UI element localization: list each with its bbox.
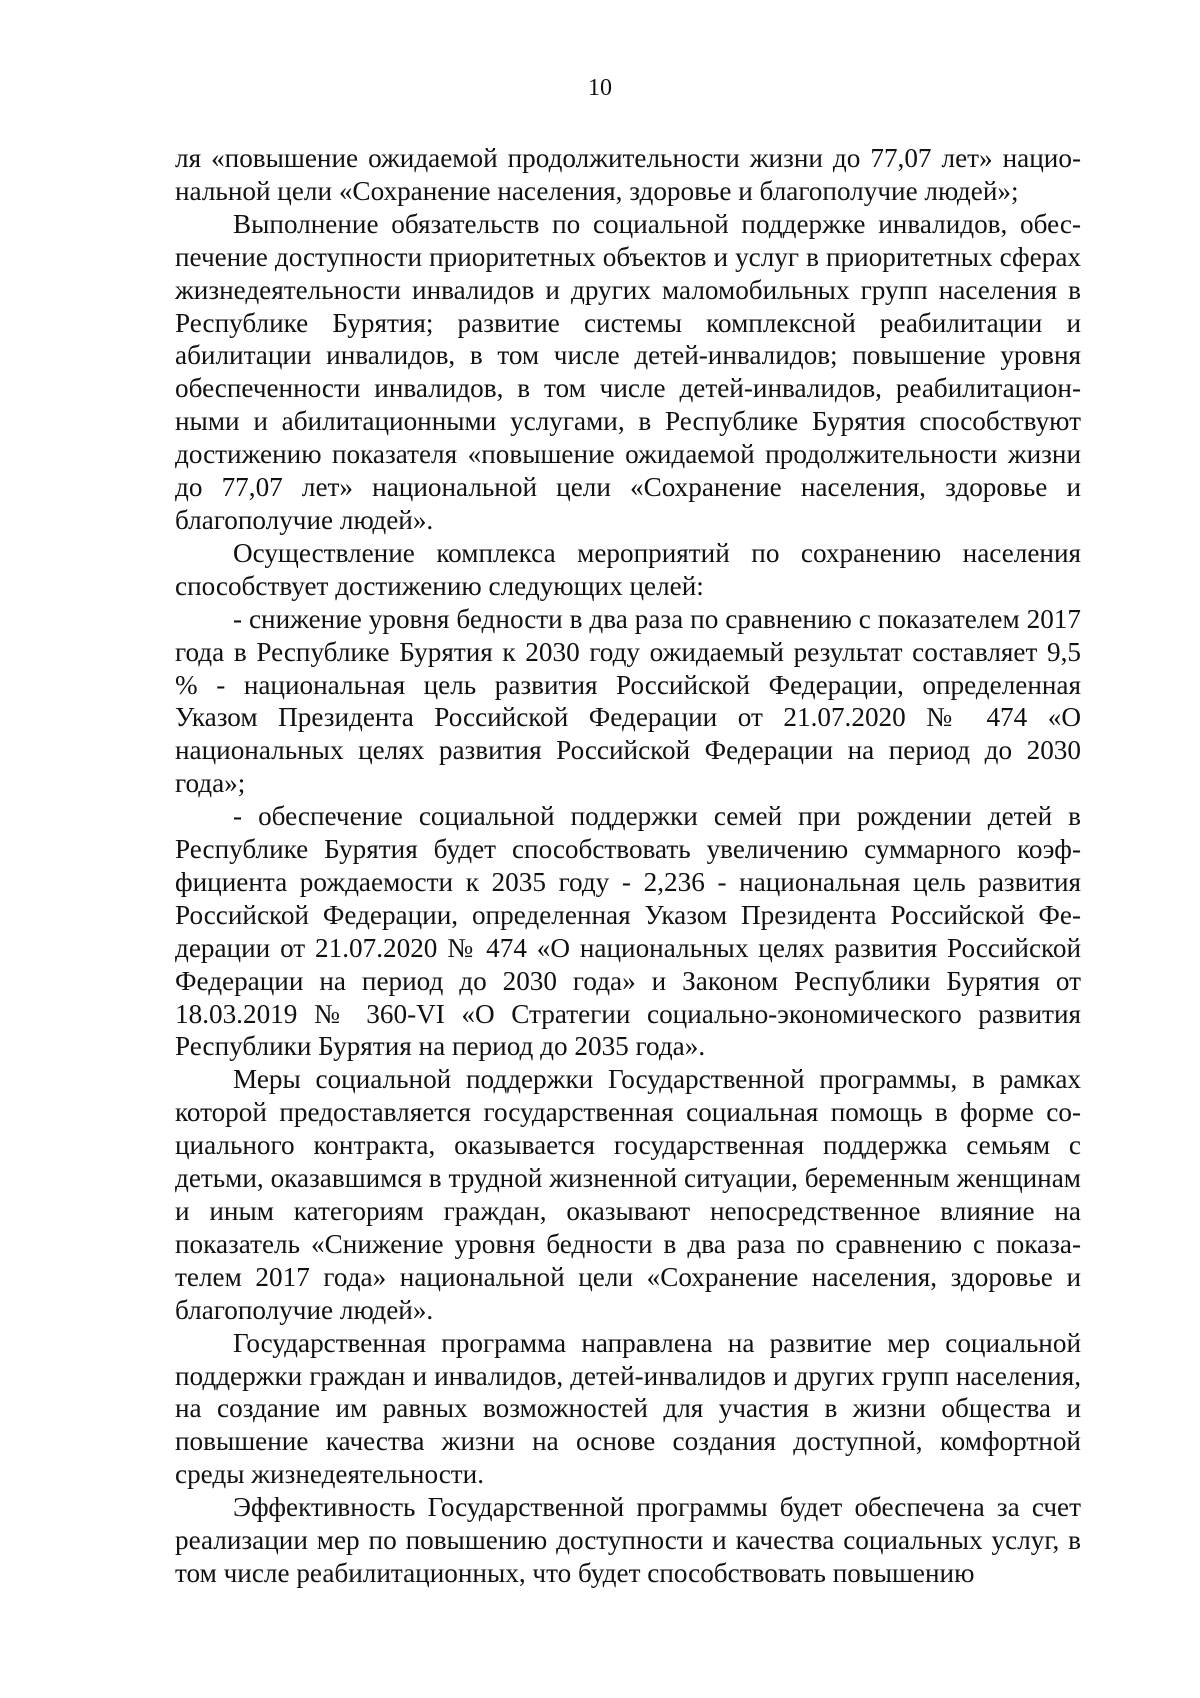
list-item-family-support: - обеспечение социальной поддержки семей при рождении детей в Республике Бурятия будет способствовать увеличению суммарного коэффициента рождаемости к 2035 году - 2,236 - национальная цель развития Российской Федерации, определенная Указом Президента Российской Федерации от 21.07.2020 № 474 «О национальных целях развития Российской Федерации на период до 2030 года» и Законом Республики Бурятия от 18.03.2019 № 360-VI «О Стратегии социально-экономического развития Республики Бурятия на период до 2035 года». <box>175 801 1081 1062</box>
page-number: 10 <box>588 75 612 101</box>
paragraph-social-support-measures: Меры социальной поддержки Государственной программы, в рамках которой предоставляется государственная социальная помощь в форме социального контракта, оказывается государственная поддержка семьям с детьми, оказавшимся в трудной жизненной ситуации, беременным женщинам и иным категориям граждан, оказывают непосредственное влияние на показатель «Снижение уровня бедности в два раза по сравнению с показателем 2017 года» национальной цели «Сохранение населения, здоровье и благополучие людей». <box>175 1064 1081 1325</box>
paragraph-disability-support: Выполнение обязательств по социальной поддержке инвалидов, обеспечение доступности приоритетных объектов и услуг в приоритетных сферах жизнедеятельности инвалидов и других маломобильных групп населения в Республике Бурятия; развитие системы комплексной реабилитации и абилитации инвалидов, в том числе детей-инвалидов; повышение уровня обеспеченности инвалидов, в том числе детей-инвалидов, реабилитационными и абилитационными услугами, в Республике Бурятия способствуют достижению показателя «повышение ожидаемой продолжительности жизни до 77,07 лет» национальной цели «Сохранение населения, здоровье и благополучие людей». <box>175 208 1081 535</box>
paragraph-population-measures: Осуществление комплекса мероприятий по сохранению населения способствует достижению следующих целей: <box>175 537 1081 601</box>
paragraph-program-efficiency: Эффективность Государственной программы будет обеспечена за счет реализации мер по повышению доступности и качества социальных услуг, в том числе реабилитационных, что будет способствовать повышению <box>175 1492 1081 1588</box>
document-body <box>175 142 1081 1590</box>
list-item-poverty-reduction: - снижение уровня бедности в два раза по сравнению с показателем 2017 года в Республике Бурятия к 2030 году ожидаемый результат составляет 9,5 % - национальная цель развития Российской Федерации, определенная Указом Президента Российской Федерации от 21.07.2020 № 474 «О национальных целях развития Российской Федерации на период до 2030 года»; <box>175 603 1081 799</box>
paragraph-program-direction: Государственная программа направлена на развитие мер социальной поддержки граждан и инвалидов, детей-инвалидов и других групп населения, на создание им равных возможностей для участия в жизни общества и повышение качества жизни на основе создания доступной, комфортной среды жизнедеятельности. <box>175 1327 1081 1490</box>
paragraph-continuation: ля «повышение ожидаемой продолжительности жизни до 77,07 лет» национальной цели «Сохранение населения, здоровье и благополучие людей»; <box>175 143 1081 206</box>
